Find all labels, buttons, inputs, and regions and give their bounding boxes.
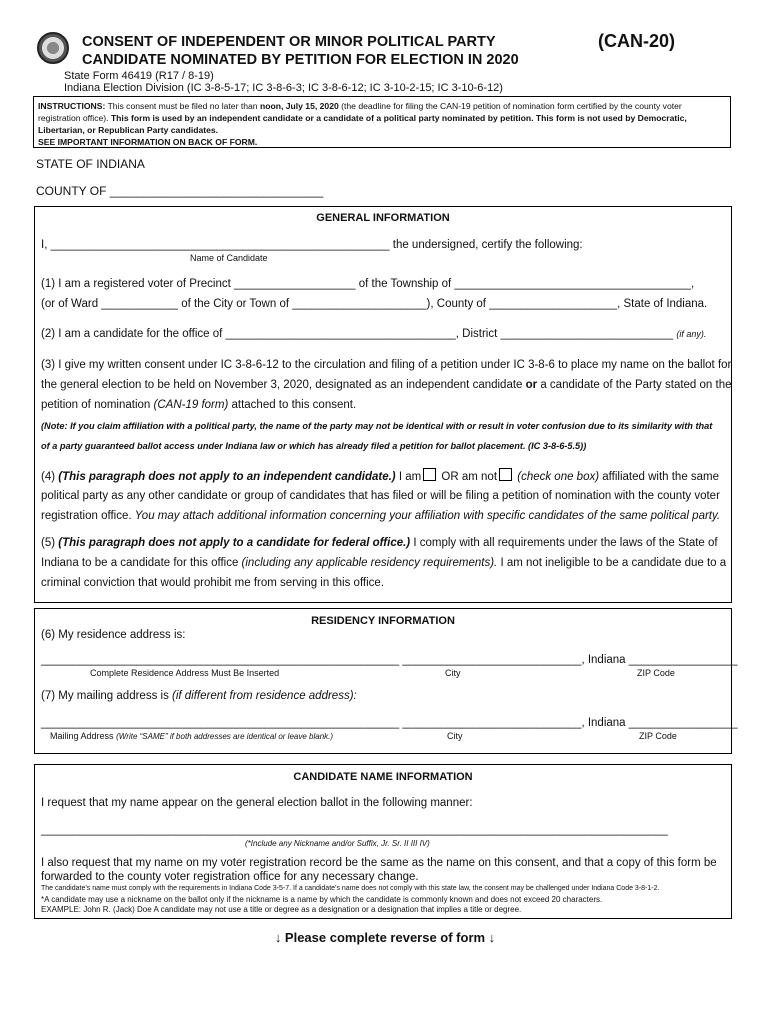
p5-text-b: I am not ineligible to be a candidate due to a [497,557,727,569]
residence-address-line[interactable]: ________________________________________________________ ____________________________, Indiana _________________ [41,654,738,666]
candidate-name-section [34,764,732,919]
instructions-text-1: This consent must be filed no later than [107,101,258,111]
paragraph-4-line-3 [41,510,720,522]
p4-check-one: (check one box) [517,471,600,483]
paragraph-5-line-2 [41,557,726,569]
mailing-city-caption: City [447,731,463,741]
paragraph-5-line-1 [41,537,718,549]
paragraph-4-line-2: political party as any other candidate or group of candidates that has filed or will be filing a petition of nomination with the county voter [41,490,720,502]
paragraph-3-line-3 [41,399,356,411]
form-code: (CAN-20) [598,31,676,51]
p3-text-c: petition of nomination [41,399,154,411]
paragraph-4-line-1 [41,468,719,483]
p4-bold-note: (This paragraph does not apply to an independent candidate.) [58,471,396,483]
paragraph-7 [41,690,357,702]
office-district-line[interactable]: (2) I am a candidate for the office of ____________________________________, District ___________________________ [41,328,674,340]
p5-number: (5) [41,537,56,549]
fine-print-1: The candidate’s name must comply with the requirements in Indiana Code 3-5-7. If a candidate’s name does not comply with this state law, the consent may be challenged under Indiana Code 3-8-1-2. [41,885,660,892]
i-am-checkbox[interactable] [423,468,436,481]
p4-i-am: I am [398,471,422,483]
ballot-name-request: I request that my name appear on the general election ballot in the following manner: [41,797,473,809]
instructions-text-2: (the deadline for filing the CAN-19 petition of nomination form certified by the county voter registration office). [38,101,682,123]
ballot-name-caption: (*Include any Nickname and/or Suffix, Jr. Sr. II III IV) [245,839,430,848]
also-request-line-1: I also request that my name on my voter registration record be the same as the name on this consent, and that a copy of this form be [41,857,717,869]
note-line-1: (Note: If you claim affiliation with a political party, the name of the party may not be identical with or result in voter confusion due to its similarity with that [41,421,713,431]
paragraph-2-office[interactable] [41,328,706,340]
instructions-see-back: SEE IMPORTANT INFORMATION ON BACK OF FORM. [38,137,258,147]
instructions-deadline: noon, July 15, 2020 [259,101,339,111]
fine-print-3: EXAMPLE: John R. (Jack) Doe A candidate may not use a title or degree as a designation or a designation that implies a title or degree. [41,905,522,914]
county-field[interactable]: COUNTY OF ________________________________ [36,184,324,198]
p3-text-a: the general election to be held on November 3, 2020, designated as an independent candidate [41,379,526,391]
ballot-name-line[interactable]: __________________________________________________________________________________________________ [41,824,668,836]
residence-zip-caption: ZIP Code [637,668,675,678]
p4-or-am-not: OR am not [441,471,498,483]
note-line-2: of a party guaranteed ballot access under Indiana law or which has already filed a petition for ballot placement. (IC 3-8-6-5.5)) [41,441,587,451]
p3-can19: (CAN-19 form) [153,399,229,411]
mailing-address-caption [50,731,333,741]
p7-text: (7) My mailing address is [41,690,173,702]
paragraph-6: (6) My residence address is: [41,629,186,641]
paragraph-3-line-2 [41,379,732,391]
state-form-number: State Form 46419 (R17 / 8-19) [64,70,214,82]
p5-text: Indiana to be a candidate for this office [41,557,242,569]
instructions-label: INSTRUCTIONS: [38,101,106,111]
p4-rest: affiliated with the same [602,471,720,483]
general-information-heading: GENERAL INFORMATION [316,212,450,224]
residency-heading: RESIDENCY INFORMATION [311,615,455,627]
p5-italic: (including any applicable residency requirements). [241,557,498,569]
complete-reverse-note: ↓ Please complete reverse of form ↓ [274,930,496,945]
residence-address-caption: Complete Residence Address Must Be Inserted [90,668,280,678]
paragraph-1-ward-county[interactable]: (or of Ward ____________ of the City or Town of _____________________), County of ____________________, State of Indiana. [41,298,708,310]
p4-number: (4) [41,471,56,483]
p3-or: or [525,379,538,391]
election-division-citation: Indiana Election Division (IC 3-8-5-17; IC 3-8-6-3; IC 3-8-6-12; IC 3-10-2-15; IC 3-10-6-12) [64,82,503,94]
p5-bold-note: (This paragraph does not apply to a candidate for federal office.) [58,537,411,549]
instructions-text-3: This form is used by an independent candidate or a candidate of a political party nominated by petition. This form is not used by Democratic, Libertarian, or Republican Party candidates. [38,113,687,135]
mailing-zip-caption: ZIP Code [639,731,677,741]
mailing-caption-note: (Write “SAME” if both addresses are identical or leave blank.) [116,732,334,741]
residence-city-caption: City [445,668,461,678]
if-any-note: (if any). [676,329,707,339]
candidate-name-line[interactable]: I, _____________________________________________________ the undersigned, certify the following: [41,239,583,251]
p7-italic: (if different from residence address): [172,690,357,702]
am-not-checkbox[interactable] [499,468,512,481]
candidate-name-caption: Name of Candidate [190,253,268,263]
instructions-box [33,96,731,148]
fine-print-2: *A candidate may use a nickname on the ballot only if the nickname is a name by which the candidate is commonly known and does not exceed 20 characters. [41,895,603,904]
p4-text: registration office. [41,510,135,522]
also-request-line-2: forwarded to the county voter registration office for any necessary change. [41,871,419,883]
paragraph-5-line-3: criminal conviction that would prohibit me from serving in this office. [41,577,385,589]
p4-italic: You may attach additional information concerning your affiliation with specific candidates of the same political party. [134,510,721,522]
residency-information-section [34,608,738,754]
indiana-state-seal-icon [37,32,69,64]
candidate-name-heading: CANDIDATE NAME INFORMATION [293,771,473,783]
p3-text-b: a candidate of the Party stated on the [537,379,732,391]
paragraph-1-precinct[interactable]: (1) I am a registered voter of Precinct ___________________ of the Township of _____________________________________, [41,278,695,290]
p3-text-d: attached to this consent. [228,399,357,411]
mailing-caption-label: Mailing Address [50,731,114,741]
form-title-line-1: CONSENT OF INDEPENDENT OR MINOR POLITICAL PARTY [82,34,496,50]
p5-rest: I comply with all requirements under the laws of the State of [413,537,718,549]
form-title-line-2: CANDIDATE NOMINATED BY PETITION FOR ELECTION IN 2020 [82,52,519,68]
paragraph-3-line-1: (3) I give my written consent under IC 3-8-6-12 to the circulation and filing of a petition under IC 3-8-6 to place my name on the ballot for [41,359,732,371]
general-information-section [34,206,732,603]
mailing-address-line[interactable]: ________________________________________________________ ____________________________, Indiana _________________ [41,717,738,729]
state-of-indiana: STATE OF INDIANA [36,157,145,171]
